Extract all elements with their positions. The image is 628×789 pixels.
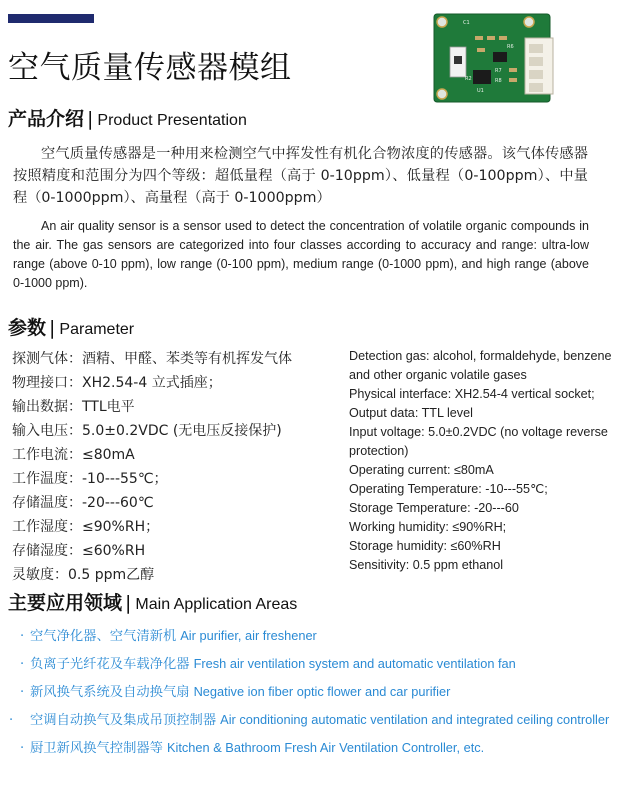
param-en-detection-gas: Detection gas: alcohol, formaldehyde, benzene and other organic volatile gases (349, 349, 612, 382)
parameter-heading (8, 313, 134, 340)
app-item-cn: 负离子光纤花及车载净化器 (30, 657, 190, 672)
parameter-list-cn (12, 347, 347, 587)
product-heading-cn: 产品介绍 (8, 108, 85, 130)
param-cn-voltage: 输入电压：5.0±0.2VDC (无电压反接保护) (12, 423, 282, 439)
page-title: 空气质量传感器模组 (8, 50, 292, 86)
list-item (20, 681, 620, 703)
application-heading-cn: 主要应用领域 (8, 592, 123, 614)
list-item (20, 625, 620, 647)
application-heading-en: Main Application Areas (135, 596, 298, 613)
param-cn-storage-temp: 存储温度：-20---60℃ (12, 495, 154, 511)
bullet-icon: · (20, 657, 25, 672)
param-en-current: Operating current: ≤80mA (349, 463, 494, 477)
app-item-en: Kitchen & Bathroom Fresh Air Ventilation Controller, etc. (166, 740, 485, 755)
list-item (20, 653, 620, 675)
bullet-icon: · (20, 741, 25, 756)
board-label-r8: R8 (495, 78, 502, 84)
app-item-en: Air purifier, air freshener (180, 628, 317, 643)
product-intro-cn: 空气质量传感器是一种用来检测空气中挥发性有机化合物浓度的传感器。该气体传感器按照精度和范围分为四个等级：超低量程（高于 0-10ppm）、低量程（0-100ppm）、中量程（0-1000ppm）、高量程（高于 0-1000ppm） (13, 146, 588, 206)
app-item-en: Air conditioning automatic ventilation and integrated ceiling controller (220, 712, 610, 727)
param-cn-current: 工作电流：≤80mA (12, 447, 135, 463)
param-en-sensitivity: Sensitivity: 0.5 ppm ethanol (349, 558, 504, 572)
app-item-en: Fresh air ventilation system and automatic ventilation fan (193, 656, 516, 671)
param-cn-output: 输出数据：TTL电平 (12, 399, 135, 415)
app-item-cn: 厨卫新风换气控制器等 (30, 741, 163, 756)
accent-bar (8, 14, 94, 23)
parameter-list-en (349, 347, 625, 575)
param-cn-op-temp: 工作温度：-10---55℃； (12, 471, 168, 487)
bullet-icon: · (9, 713, 14, 728)
app-item-cn: 空调自动换气及集成吊顶控制器 (30, 713, 217, 728)
list-item (9, 709, 620, 731)
bullet-icon: · (20, 685, 25, 700)
app-item-cn: 空气净化器、空气清新机 (30, 629, 177, 644)
product-heading-en: Product Presentation (97, 112, 247, 129)
app-item-en: Negative ion fiber optic flower and car purifier (193, 684, 451, 699)
bullet-icon: · (20, 629, 25, 644)
param-cn-interface: 物理接口：XH2.54-4 立式插座； (12, 375, 222, 391)
sensor-module-image (433, 12, 555, 104)
board-label-r6: R6 (507, 44, 514, 50)
param-en-storage-temp: Storage Temperature: -20---60 (349, 501, 519, 515)
param-cn-sensitivity: 灵敏度：0.5 ppm乙醇 (12, 567, 155, 583)
heading-separator: | (87, 108, 94, 130)
param-en-interface: Physical interface: XH2.54-4 vertical socket; (349, 387, 595, 401)
param-cn-detection-gas: 探测气体：酒精、甲醛、苯类等有机挥发气体 (12, 351, 292, 367)
application-heading (8, 588, 297, 615)
param-en-storage-humidity: Storage humidity: ≤60%RH (349, 539, 501, 553)
application-list (9, 625, 620, 765)
list-item (20, 737, 620, 759)
param-en-op-temp: Operating Temperature: -10---55℃; (349, 482, 548, 496)
parameter-heading-en: Parameter (59, 321, 135, 338)
param-en-voltage: Input voltage: 5.0±0.2VDC (no voltage reverse protection) (349, 425, 608, 458)
parameter-heading-cn: 参数 (8, 317, 47, 339)
board-label-r7: R7 (495, 68, 502, 74)
param-en-op-humidity: Working humidity: ≤90%RH; (349, 520, 507, 534)
board-label-r2: R2 (465, 76, 472, 82)
product-heading (8, 104, 247, 131)
param-cn-storage-humidity: 存储湿度：≤60%RH (12, 543, 146, 559)
param-cn-op-humidity: 工作湿度：≤90%RH； (12, 519, 160, 535)
heading-separator: | (125, 592, 132, 614)
param-en-output: Output data: TTL level (349, 406, 473, 420)
board-label-u1: U1 (477, 88, 484, 94)
board-label-c1: C1 (463, 20, 470, 26)
heading-separator: | (49, 317, 56, 339)
product-intro-en: An air quality sensor is a sensor used to detect the concentration of volatile organic compounds in the air. The gas sensors are categorized into four classes according to accuracy and range: ultra-low range (above 0-10 ppm), low range (0-100 ppm), medium range (0-1000 ppm), and high range (above 0-1000 ppm). (13, 219, 589, 290)
app-item-cn: 新风换气系统及自动换气扇 (30, 685, 190, 700)
